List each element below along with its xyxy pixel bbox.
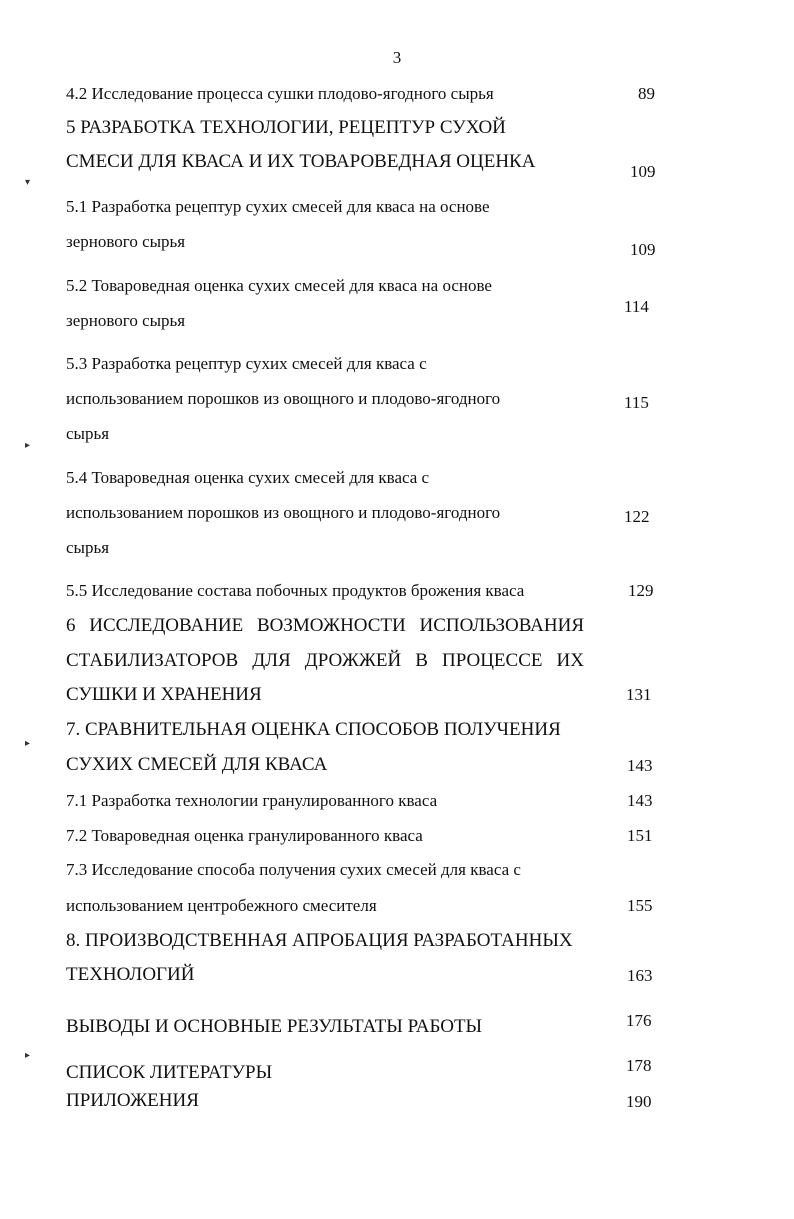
toc-entry-text: 5 РАЗРАБОТКА ТЕХНОЛОГИИ, РЕЦЕПТУР СУХОЙ — [66, 117, 506, 138]
toc-page-ref: 190 — [626, 1092, 652, 1111]
scan-mark: ▸ — [25, 440, 31, 451]
toc-entry-text: 7.3 Исследование способа получения сухих смесей для кваса с — [66, 860, 521, 879]
toc-entry-text: 7.1 Разработка технологии гранулированного кваса — [66, 791, 438, 810]
toc-page-ref: 155 — [627, 896, 653, 915]
scan-mark: ▸ — [25, 738, 31, 749]
toc-entry-text: 5.3 Разработка рецептур сухих смесей для кваса с — [66, 354, 427, 373]
toc-entry-text: ВЫВОДЫ И ОСНОВНЫЕ РЕЗУЛЬТАТЫ РАБОТЫ — [66, 1016, 483, 1037]
toc-entry-text: использованием порошков из овощного и плодово-ягодного — [66, 503, 501, 522]
toc-page-ref: 115 — [624, 393, 649, 412]
toc-entry-text: 4.2 Исследование процесса сушки плодово-ягодного сырья — [66, 84, 494, 103]
toc-entry-text: ПРИЛОЖЕНИЯ — [66, 1090, 199, 1111]
toc-page-ref: 163 — [627, 966, 653, 985]
toc-page-ref: 122 — [624, 507, 650, 526]
page-number: 3 — [392, 48, 402, 67]
toc-entry-text: СУШКИ И ХРАНЕНИЯ — [66, 684, 262, 705]
toc-page-ref: 143 — [627, 756, 653, 775]
toc-entry-text: СПИСОК ЛИТЕРАТУРЫ — [66, 1062, 273, 1083]
toc-entry-text: сырья — [66, 538, 110, 557]
toc-entry-text: 6 ИССЛЕДОВАНИЕ ВОЗМОЖНОСТИ ИСПОЛЬЗОВАНИЯ — [66, 615, 584, 636]
toc-entry-text: 5.2 Товароведная оценка сухих смесей для кваса на основе — [66, 276, 492, 295]
toc-page-ref: 109 — [630, 240, 656, 259]
toc-page-ref: 89 — [638, 84, 655, 103]
toc-entry-text: 5.4 Товароведная оценка сухих смесей для кваса с — [66, 468, 430, 487]
toc-page-ref: 129 — [628, 581, 654, 600]
toc-entry-text: 5.1 Разработка рецептур сухих смесей для кваса на основе — [66, 197, 490, 216]
toc-page-ref: 114 — [624, 297, 649, 316]
toc-entry-text: 8. ПРОИЗВОДСТВЕННАЯ АПРОБАЦИЯ РАЗРАБОТАННЫХ — [66, 930, 573, 951]
toc-entry-text: зернового сырья — [66, 311, 186, 330]
scan-mark: ▸ — [25, 1050, 31, 1061]
toc-entry-text: СМЕСИ ДЛЯ КВАСА И ИХ ТОВАРОВЕДНАЯ ОЦЕНКА — [66, 151, 536, 172]
toc-page-ref: 151 — [627, 826, 653, 845]
toc-page-ref: 178 — [626, 1056, 652, 1075]
scan-mark: ▾ — [25, 177, 31, 188]
toc-entry-text: использованием порошков из овощного и плодово-ягодного — [66, 389, 501, 408]
toc-entry-text: сырья — [66, 424, 110, 443]
toc-entry-text: использованием центробежного смесителя — [66, 896, 377, 915]
toc-page-ref: 176 — [626, 1011, 652, 1030]
toc-page-ref: 109 — [630, 162, 656, 181]
toc-entry-text: СТАБИЛИЗАТОРОВ ДЛЯ ДРОЖЖЕЙ В ПРОЦЕССЕ ИХ — [66, 650, 584, 671]
toc-page-ref: 143 — [627, 791, 653, 810]
toc-entry-text: ТЕХНОЛОГИЙ — [66, 964, 195, 985]
toc-entry-text: зернового сырья — [66, 232, 186, 251]
toc-entry-text: 7.2 Товароведная оценка гранулированного кваса — [66, 826, 423, 845]
toc-entry-text: 5.5 Исследование состава побочных продуктов брожения кваса — [66, 581, 525, 600]
toc-entry-text: СУХИХ СМЕСЕЙ ДЛЯ КВАСА — [66, 754, 328, 775]
toc-entry-text: 7. СРАВНИТЕЛЬНАЯ ОЦЕНКА СПОСОБОВ ПОЛУЧЕНИЯ — [66, 719, 561, 740]
toc-page-ref: 131 — [626, 685, 652, 704]
